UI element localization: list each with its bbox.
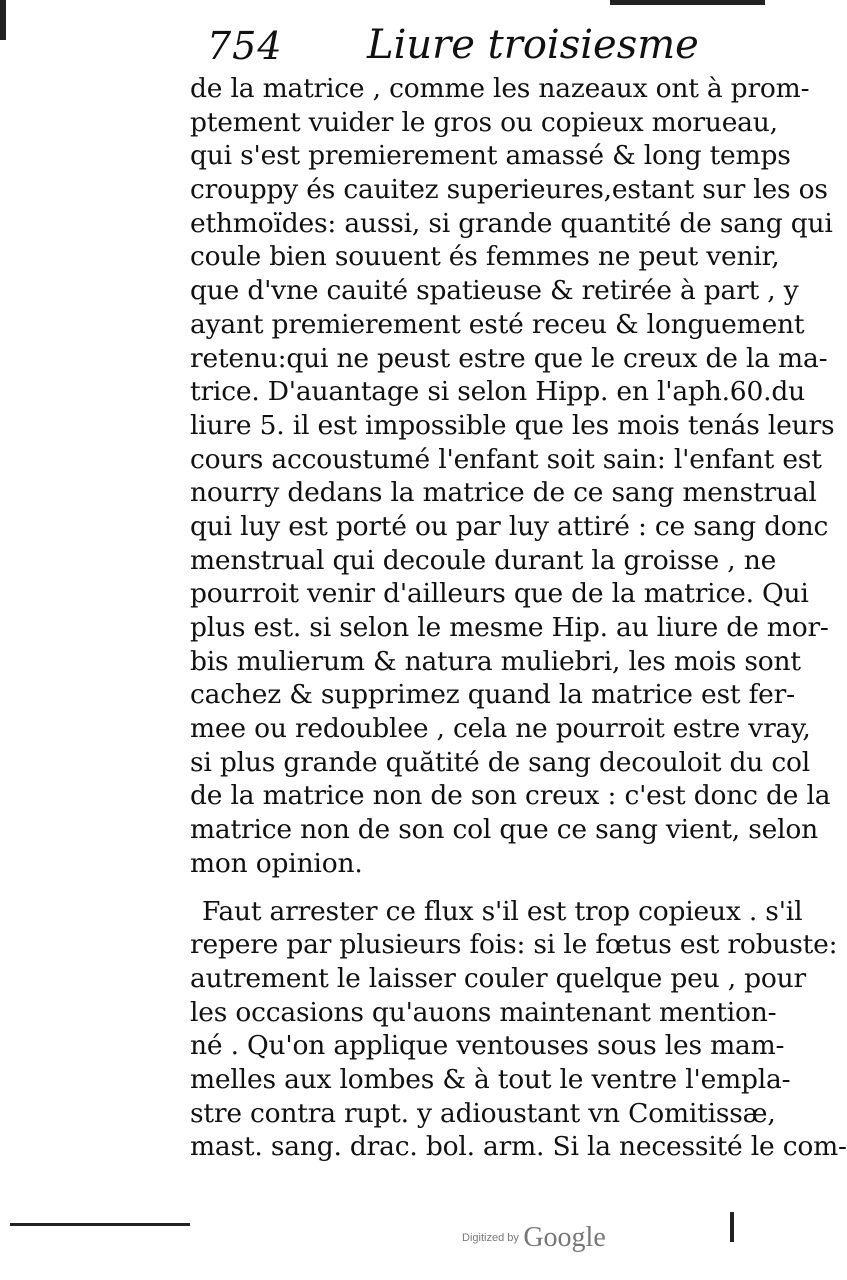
text-line: plus est. si selon le mesme Hip. au liure de mor-: [190, 612, 829, 643]
paragraph-gap: [190, 881, 715, 895]
text-line: de la matrice , comme les nazeaux ont à prom-: [190, 73, 810, 104]
body-text: [190, 72, 847, 1164]
text-line: pourroit venir d'ailleurs que de la matrice. Qui: [190, 578, 809, 610]
text-line: de la matrice non de son creux : c'est donc de la: [190, 780, 831, 812]
running-head: [207, 22, 707, 72]
paragraph-2: [190, 895, 847, 1165]
text-line: melles aux lombes & à tout le ventre l'empla-: [190, 1063, 791, 1095]
text-line: ptement vuider le gros ou copieux morueau,: [190, 106, 778, 138]
text-line: repere par plusieurs fois: si le fœtus est robuste:: [190, 929, 838, 961]
page-number: 754: [207, 24, 283, 68]
running-title: Liure troisiesme: [367, 22, 699, 68]
text-line: autrement le laisser couler quelque peu , pour: [190, 962, 806, 994]
text-line: coule bien souuent és femmes ne peut venir,: [190, 241, 780, 273]
text-line: mee ou redoublee , cela ne pourroit estre vray,: [190, 713, 811, 745]
text-line: matrice non de son col que ce sang vient, selon: [190, 814, 818, 846]
text-line: crouppy és cauitez superieures,estant sur les os: [190, 174, 828, 206]
text-line: qui luy est porté ou par luy attiré : ce sang donc: [190, 510, 829, 542]
text-line: que d'vne cauité spatieuse & retirée à part , y: [190, 275, 799, 307]
text-line: si plus grande quătité de sang decouloit du col: [190, 746, 811, 778]
text-line: né . Qu'on applique ventouses sous les mam-: [190, 1030, 785, 1062]
text-line: qui s'est premierement amassé & long temps: [190, 140, 791, 172]
text-line: menstrual qui decoule durant la groisse , ne: [190, 544, 777, 576]
text-line: liure 5. il est impossible que les mois tenás leurs: [190, 409, 835, 441]
text-line: cachez & supprimez quand la matrice est fer-: [190, 679, 795, 711]
text-line: mast. sang. drac. bol. arm. Si la necessité le com-: [190, 1131, 847, 1163]
page-edge-top: [610, 0, 765, 19]
text-line: ethmoïdes: aussi, si grande quantité de sang qui: [190, 207, 833, 239]
text-line: trice. D'auantage si selon Hipp. en l'aph.60.du: [190, 376, 805, 408]
page-edge-left: [0, 0, 6, 40]
text-line: bis mulierum & natura muliebri, les mois sont: [190, 645, 801, 677]
footer-mark: [730, 1212, 734, 1242]
watermark-prefix: Digitized by: [462, 1232, 519, 1244]
footer-rule: [10, 1223, 190, 1226]
text-line: retenu:qui ne peust estre que le creux de la ma-: [190, 342, 828, 374]
watermark-brand: Google: [523, 1222, 606, 1253]
text-line: nourry dedans la matrice de ce sang menstrual: [190, 477, 817, 509]
text-line: mon opinion.: [190, 847, 363, 879]
text-line: Faut arrester ce flux s'il est trop copieux . s'il: [202, 895, 803, 927]
text-line: cours accoustumé l'enfant soit sain: l'enfant est: [190, 443, 822, 475]
paragraph-1: [190, 72, 835, 881]
text-line: stre contra rupt. y adioustant vn Comitissæ,: [190, 1097, 776, 1129]
text-line: ayant premierement esté receu & longuement: [190, 308, 805, 340]
text-line: les occasions qu'auons maintenant mention-: [190, 996, 777, 1028]
digitized-watermark: [462, 1222, 606, 1254]
